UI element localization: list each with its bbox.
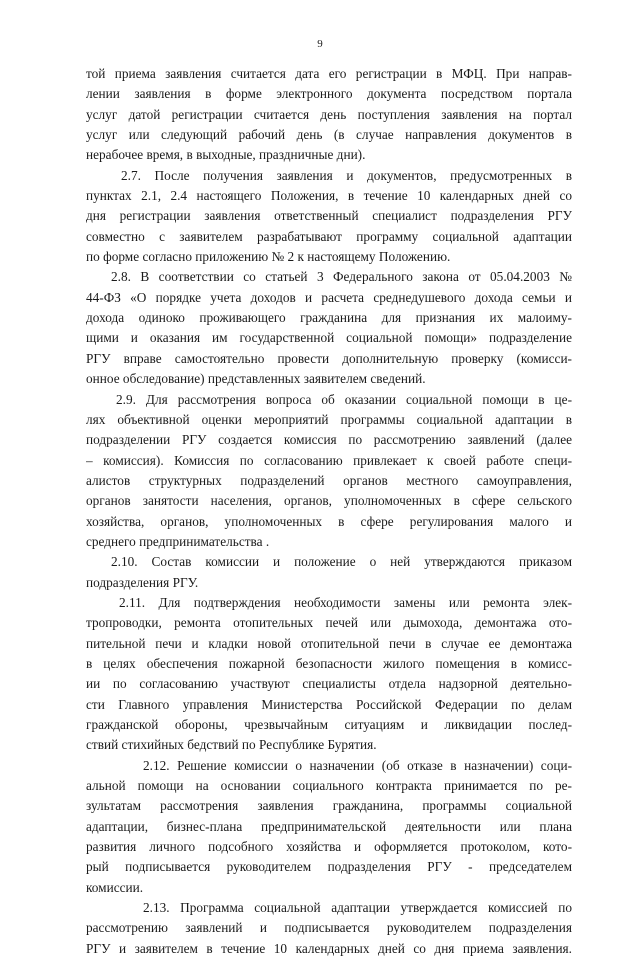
text-line: 2.9. Для рассмотрения вопроса об оказании социальной помощи в це- [116,391,572,407]
text-line: – комиссия). Комиссия по согласованию привлекает к своей работе специ- [86,452,572,468]
text-line: пунктах 2.1, 2.4 настоящего Положения, в течение 10 календарных дней со [86,188,572,204]
text-line: дня регистрации заявления ответственный специалист подразделения РГУ [86,208,572,224]
text-line: по форме согласно приложению № 2 к настоящему Положению. [86,249,451,265]
text-line: ствий стихийных бедствий по Республике Бурятия. [86,737,377,753]
text-line: комиссии. [86,879,144,895]
text-line: хозяйства, органов, уполномоченных в сфере регулирования малого и [86,513,572,529]
text-line: в целях обеспечения пожарной безопасности жилого помещения в комисс- [86,655,572,671]
text-line: подразделении РГУ создается комиссия по рассмотрению заявлений (далее [86,432,572,448]
text-line: органов занятости населения, органов, уполномоченных в сфере сельского [86,493,572,509]
text-line: ии по согласованию участвуют специалисты отдела надзорной деятельно- [86,676,572,692]
text-line: пительной печи и кладки новой отопительной печи в случае ее демонтажа [86,635,572,651]
page-number: 9 [317,38,323,50]
text-line: лях объективной оценки мероприятий программы социальной адаптации в [86,411,572,427]
text-line: 2.13. Программа социальной адаптации утверждается комиссией по [143,900,572,916]
text-line: 2.7. После получения заявления и документов, предусмотренных в [121,167,572,183]
text-line: тропроводки, ремонта отопительных печей или дымохода, демонтажа ото- [86,615,572,631]
text-line: 2.11. Для подтверждения необходимости замены или ремонта элек- [119,594,572,610]
text-line: 2.10. Состав комиссии и положение о ней утверждаются приказом [111,554,572,570]
text-line: услуг датой регистрации считается день поступления заявления на портал [86,106,572,122]
text-line: алистов структурных подразделений органов местного самоуправления, [86,472,572,488]
text-line: РГУ и заявителем в течение 10 календарных дней со дня приема заявления. [86,940,572,956]
text-line: гражданской обороны, чрезвычайным ситуациям и ликвидации послед- [86,717,572,732]
text-line: развития личного подсобного хозяйства и оформляется протоколом, кото- [86,839,572,855]
text-line: альной помощи на основании социального контракта принимается по ре- [86,778,572,794]
text-line: щими и оказания им государственной социальной помощи» подразделение [86,330,572,346]
text-line: дохода одиноко проживающего гражданина для признания их малоиму- [86,310,572,326]
document-body [86,64,572,959]
text-line: подразделения РГУ. [86,574,199,590]
text-line: рассмотрению заявлений и подписывается руководителем подразделения [86,920,572,936]
text-line: услуг или следующий рабочий день (в случае направления документов в [86,127,572,143]
text-line: зультатам рассмотрения заявления гражданина, программы социальной [86,798,572,814]
text-line: той приема заявления считается дата его регистрации в МФЦ. При направ- [86,66,572,81]
text-line: среднего предпринимательства . [86,533,270,549]
text-line: адаптации, бизнес-плана предпринимательской деятельности или плана [86,818,572,834]
text-line: РГУ вправе самостоятельно провести дополнительную проверку (комисси- [86,350,572,366]
text-line: 44-ФЗ «О порядке учета доходов и расчета среднедушевого дохода семьи и [86,289,572,305]
text-line: онное обследование) представленных заявителем сведений. [86,371,426,387]
text-line: рый подписывается руководителем подразделения РГУ - председателем [86,859,572,875]
text-line: лении заявления в форме электронного документа посредством портала [86,86,572,102]
text-line: 2.8. В соответствии со статьей 3 Федерального закона от 05.04.2003 № [111,269,572,285]
text-line: сти Главного управления Министерства Российской Федерации по делам [86,696,572,712]
text-line: 2.12. Решение комиссии о назначении (об отказе в назначении) соци- [143,757,572,773]
text-line: нерабочее время, в выходные, праздничные дни). [86,147,366,163]
text-line: совместно с заявителем разрабатывают программу социальной адаптации [86,228,572,244]
